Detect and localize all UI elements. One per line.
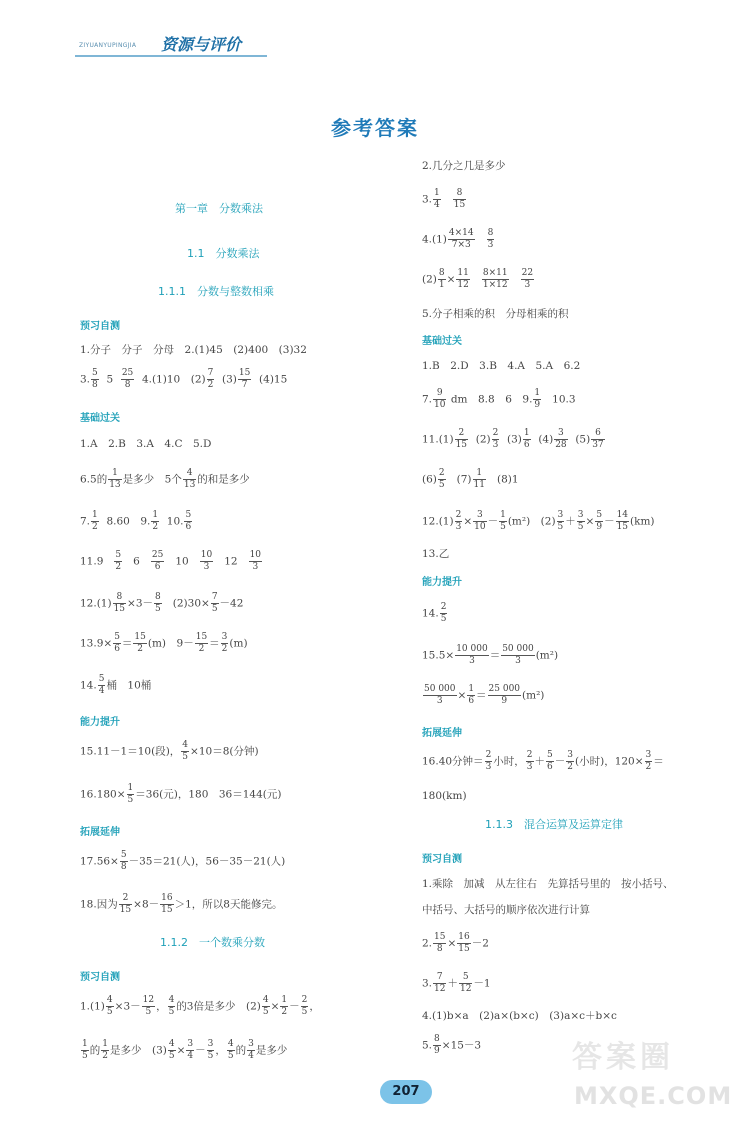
answer-line: 12.(1) $\frac{2}{3}$ × $\frac{3}{10}$ － $\frac{1}{5}$ (m²) (2) $\frac{3}{5}$ ＋ $\frac{3}{5}$ × $\frac{5}{9}$ － $\frac{14}{15}$ (km): [422, 510, 655, 532]
heading-nengli: 能力提升: [80, 717, 120, 728]
header-rule: [75, 55, 267, 57]
watermark-logo-text: 答案圈: [572, 1040, 674, 1075]
answer-line: 2. $\frac{15}{8}$ × $\frac{16}{15}$ －2: [422, 932, 489, 954]
answer-line: 15.5× $\frac{10 000}{3}$ ＝ $\frac{50 000}{3}$ (m²): [422, 644, 559, 666]
heading-yuxi-right: 预习自测: [422, 854, 462, 865]
answer-line: 6.5的 $\frac{1}{13}$ 是多少 5个 $\frac{4}{13}$ 的和是多少: [80, 468, 250, 490]
answer-line: 3. $\frac{7}{12}$ ＋ $\frac{5}{12}$ －1: [422, 972, 491, 994]
answer-line: 7. $\frac{9}{10}$ dm 8.8 6 9. $\frac{1}{9}$ 10.3: [422, 388, 576, 410]
answer-line: 7. $\frac{1}{2}$ 8.60 9. $\frac{1}{2}$ 10. $\frac{5}{6}$: [80, 510, 192, 532]
page-number: 207: [380, 1080, 432, 1104]
answer-line: (6) $\frac{2}{5}$ (7) $\frac{1}{11}$ (8)1: [422, 468, 519, 490]
answer-line: 14. $\frac{2}{5}$: [422, 602, 447, 624]
heading-jichu: 基础过关: [80, 413, 120, 424]
answer-line: 18.因为 $\frac{2}{15}$ ×8－ $\frac{16}{15}$ ＞1，所以8天能修完。: [80, 893, 283, 915]
heading-yuxi: 预习自测: [80, 321, 120, 332]
header-latin: ZIYUANYUPINGJIA: [79, 42, 137, 49]
heading-tuozhan-right: 拓展延伸: [422, 728, 462, 739]
answer-line: 11.9 $\frac{5}{2}$ 6 $\frac{25}{6}$ 10 $\frac{10}{3}$ 12 $\frac{10}{3}$: [80, 550, 262, 572]
answer-line: 17.56× $\frac{5}{8}$ －35＝21(人)，56－35－21(人): [80, 850, 286, 872]
section-1-1-1: 1.1.1 分数与整数相乘: [158, 285, 274, 298]
answer-line: 4.(1)b×a (2)a×(b×c) (3)a×c＋b×c: [422, 1010, 617, 1022]
answer-line: 15.11－1＝10(段)， $\frac{4}{5}$ ×10＝8(分钟): [80, 740, 259, 762]
answer-line: 11.(1) $\frac{2}{15}$ (2) $\frac{2}{3}$ (3) $\frac{1}{6}$ (4) $\frac{3}{28}$ (5) $\frac{6}{37}$: [422, 428, 604, 450]
answer-line: 中括号、大括号的顺序依次进行计算: [422, 904, 590, 916]
section-1-1-2: 1.1.2 一个数乘分数: [160, 936, 265, 949]
heading-tuozhan: 拓展延伸: [80, 827, 120, 838]
answer-line: 14. $\frac{5}{4}$ 桶 10桶: [80, 674, 152, 696]
answer-line: 5. $\frac{8}{9}$ ×15－3: [422, 1034, 482, 1056]
answer-line: 12.(1) $\frac{8}{15}$ ×3－ $\frac{8}{5}$ (2)30× $\frac{7}{5}$ －42: [80, 592, 244, 614]
heading-nengli-right: 能力提升: [422, 577, 462, 588]
heading-yuxi-2: 预习自测: [80, 972, 120, 983]
answer-line: (2) $\frac{8}{1}$ × $\frac{11}{12}$ $\frac{8\times 11}{1\times 12}$ $\frac{22}{3}$: [422, 268, 534, 290]
answer-line: 2.几分之几是多少: [422, 160, 506, 172]
answer-line: 16.40分钟＝ $\frac{2}{3}$ 小时， $\frac{2}{3}$ ＋ $\frac{5}{6}$ － $\frac{3}{2}$ (小时)，120× $\frac{3}{2}$ ＝: [422, 750, 664, 772]
section-1-1-3: 1.1.3 混合运算及运算定律: [485, 818, 623, 831]
answer-line: 1.B 2.D 3.B 4.A 5.A 6.2: [422, 360, 581, 372]
chapter-heading: 第一章 分数乘法: [175, 202, 263, 215]
answer-line: 5.分子相乘的积 分母相乘的积: [422, 308, 569, 320]
answer-line: 13.9× $\frac{5}{6}$ ＝ $\frac{15}{2}$ (m) 9－ $\frac{15}{2}$ ＝ $\frac{3}{2}$ (m): [80, 632, 248, 654]
header-brand: 资源与评价: [161, 35, 242, 54]
watermark-url: MXQE.COM: [574, 1082, 733, 1110]
answer-line: $\frac{50 000}{3}$ × $\frac{1}{6}$ ＝ $\frac{25 000}{9}$ (m²): [424, 684, 545, 706]
section-1-1: 1.1 分数乘法: [187, 247, 260, 260]
answer-line: 4.(1) $\frac{4\times 14}{7\times 3}$ $\frac{8}{3}$: [422, 228, 494, 250]
answer-line: 1.(1) $\frac{4}{5}$ ×3－ $\frac{12}{5}$ ， $\frac{4}{5}$ 的3倍是多少 (2) $\frac{4}{5}$ × $\frac{1}{2}$ － $\frac{2}{5}$ ，: [80, 995, 320, 1017]
answer-line: 3. $\frac{1}{4}$ $\frac{8}{15}$: [422, 188, 466, 210]
answer-line: 1.A 2.B 3.A 4.C 5.D: [80, 438, 212, 450]
page-title: 参考答案: [331, 116, 419, 140]
answer-line: 1.分子 分子 分母 2.(1)45 (2)400 (3)32: [80, 344, 307, 356]
book-header: [75, 30, 270, 58]
answer-line: 180(km): [422, 790, 467, 802]
answer-line: 16.180× $\frac{1}{5}$ ＝36(元)，180 36＝144(元): [80, 783, 282, 805]
answer-line: 1.乘除 加减 从左往右 先算括号里的 按小括号、: [422, 878, 674, 890]
answer-line: 13.乙: [422, 548, 450, 560]
answer-line: $\frac{1}{5}$ 的 $\frac{1}{2}$ 是多少 (3) $\frac{4}{5}$ × $\frac{3}{4}$ － $\frac{3}{5}$ ， $\frac{4}{5}$ 的 $\frac{3}{4}$ 是多少: [82, 1039, 288, 1061]
watermark: [560, 1030, 740, 1120]
answer-line: 3. $\frac{5}{8}$ 5 $\frac{25}{8}$ 4.(1)10 (2) $\frac{7}{2}$ (3) $\frac{15}{7}$ (4)15: [80, 368, 288, 390]
heading-jichu-right: 基础过关: [422, 336, 462, 347]
